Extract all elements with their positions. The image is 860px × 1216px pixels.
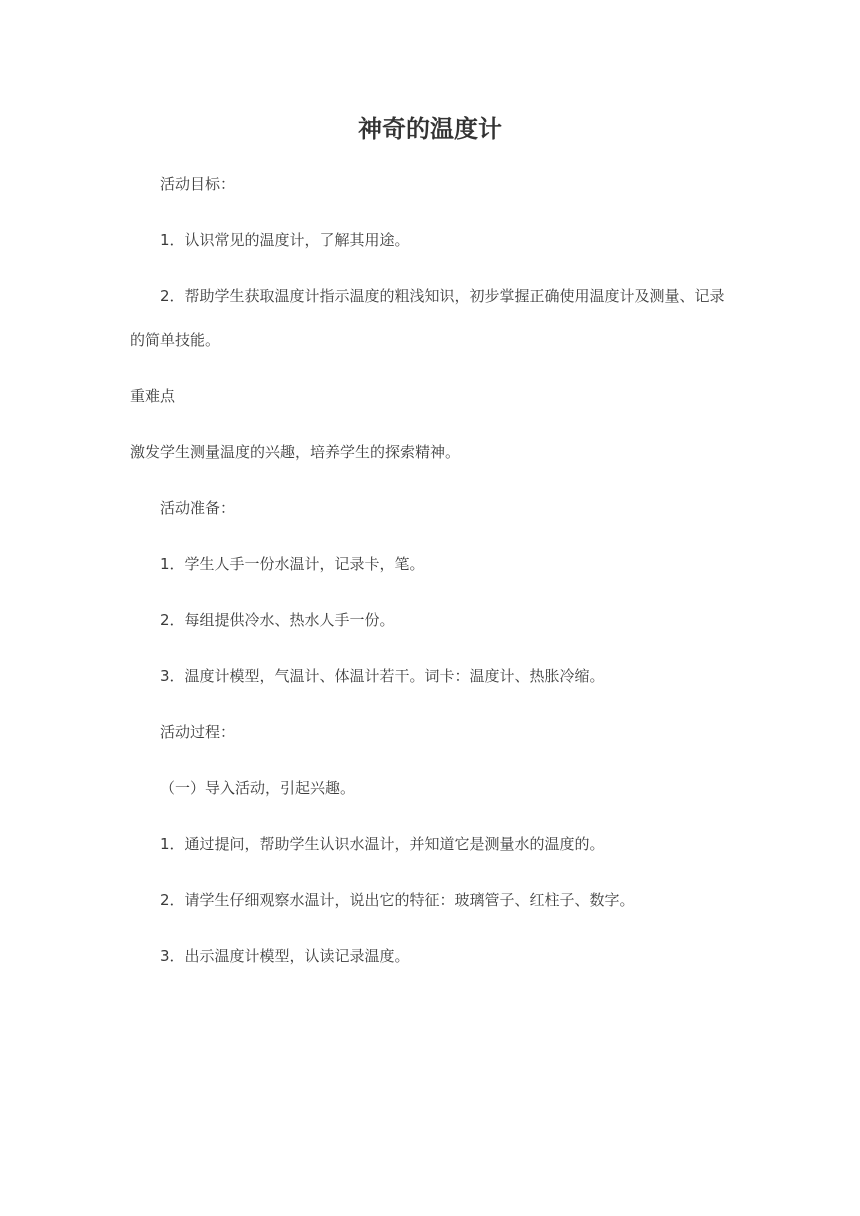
paragraph-process-heading: 活动过程： [160,723,236,741]
paragraph-key-points: 激发学生测量温度的兴趣，培养学生的探索精神。 [130,443,461,461]
paragraph-process-section-1: （一）导入活动，引起兴趣。 [160,779,356,797]
paragraph-goal-2: 2．帮助学生获取温度计指示温度的粗浅知识，初步掌握正确使用温度计及测量、记录 [160,287,725,305]
paragraph-process-3: 3．出示温度计模型，认读记录温度。 [160,947,410,965]
paragraph-goal-1: 1．认识常见的温度计，了解其用途。 [160,231,410,249]
paragraph-preparation-2: 2．每组提供冷水、热水人手一份。 [160,611,395,629]
paragraph-preparation-3: 3．温度计模型，气温计、体温计若干。词卡：温度计、热胀冷缩。 [160,667,605,685]
paragraph-activity-goals-heading: 活动目标： [160,175,236,193]
paragraph-preparation-heading: 活动准备： [160,499,236,517]
paragraph-process-1: 1．通过提问，帮助学生认识水温计，并知道它是测量水的温度的。 [160,835,605,853]
paragraph-key-points-heading: 重难点 [130,387,176,405]
document-title: 神奇的温度计 [358,115,502,143]
paragraph-process-2: 2．请学生仔细观察水温计，说出它的特征：玻璃管子、红柱子、数字。 [160,891,635,909]
paragraph-preparation-1: 1．学生人手一份水温计，记录卡，笔。 [160,555,425,573]
paragraph-goal-2-continued: 的简单技能。 [130,331,221,349]
